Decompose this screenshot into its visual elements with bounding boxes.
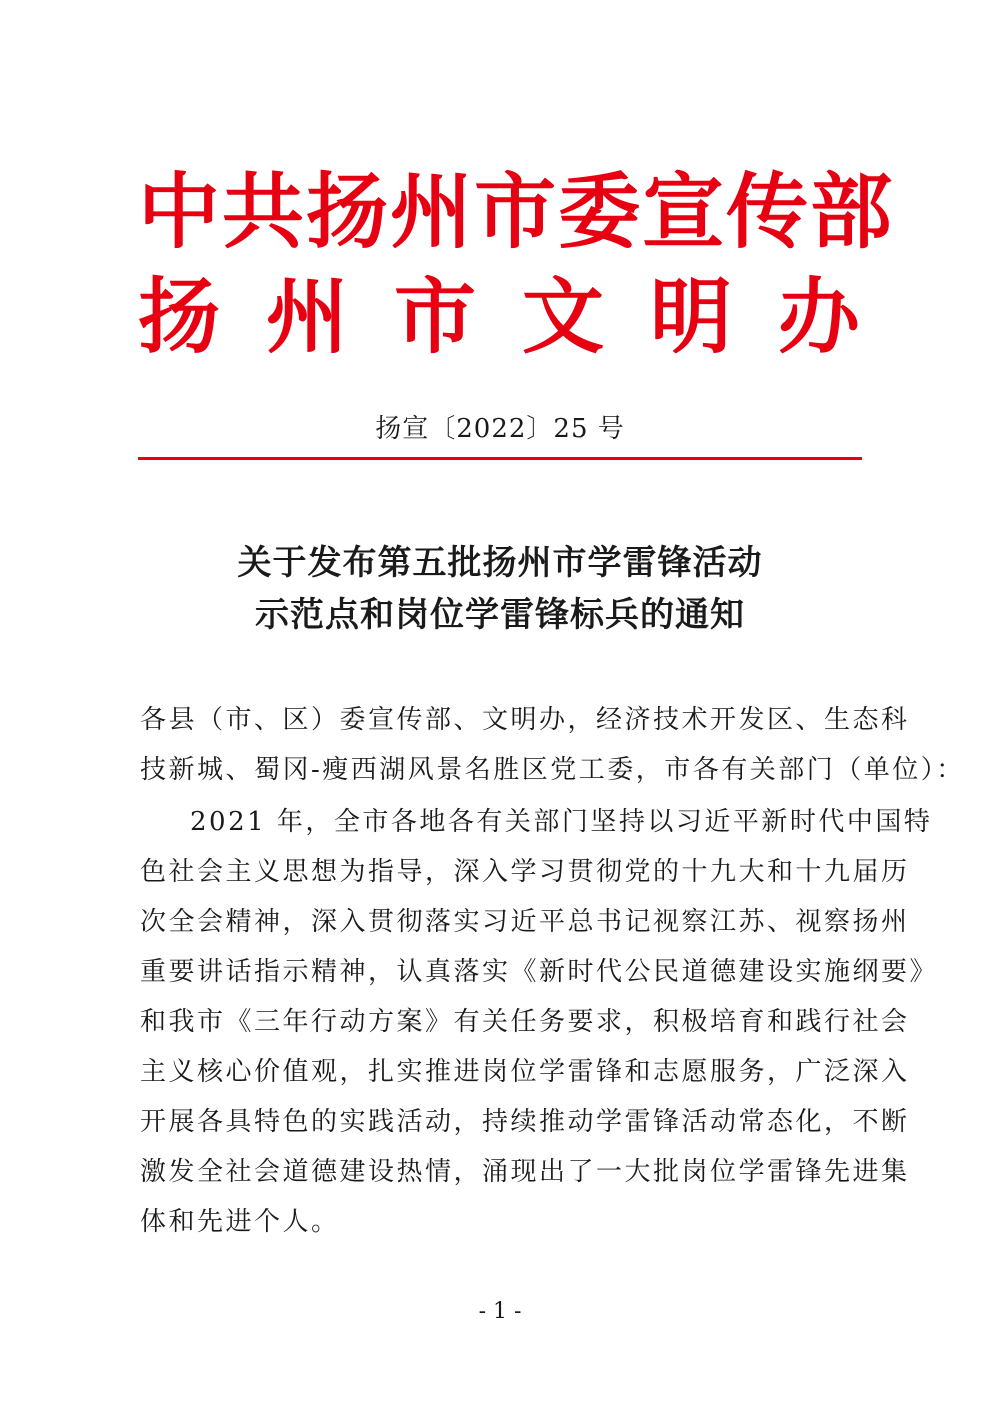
paragraph-line: 色社会主义思想为指导，深入学习贯彻党的十九大和十九届历 (140, 857, 910, 887)
org-char: 扬 (306, 165, 391, 260)
document-title-line-2: 示范点和岗位学雷锋标兵的通知 (255, 595, 745, 635)
paragraph-line: 2021 年，全市各地各有关部门坚持以习近平新时代中国特 (190, 807, 933, 837)
page-number: - 1 - (478, 1299, 522, 1324)
org-char: 市 (393, 270, 478, 365)
paragraph-line: 重要讲话指示精神，认真落实《新时代公民道德建设实施纲要》 (140, 957, 939, 987)
org-char: 文 (521, 270, 606, 365)
document-number: 扬宣〔2022〕25 号 (375, 414, 625, 444)
salutation-line: 技新城、蜀冈-瘦西湖风景名胜区党工委，市各有关部门（单位）： (140, 755, 965, 785)
org-char: 州 (390, 165, 475, 260)
paragraph-line: 体和先进个人。 (140, 1207, 340, 1237)
org-char: 共 (222, 165, 307, 260)
org-char: 扬 (138, 270, 223, 365)
org-char: 委 (558, 165, 643, 260)
paragraph-line: 和我市《三年行动方案》有关任务要求，积极培育和践行社会 (140, 1007, 910, 1037)
issuing-org-line-2 (138, 270, 862, 366)
org-char: 市 (474, 165, 559, 260)
org-char: 宣 (642, 165, 727, 260)
body-paragraph (140, 797, 939, 1247)
paragraph-line: 主义核心价值观，扎实推进岗位学雷锋和志愿服务，广泛深入 (140, 1057, 910, 1087)
issuing-org-line-1 (138, 165, 895, 261)
org-char: 中 (138, 165, 223, 260)
paragraph-line: 激发全社会道德建设热情，涌现出了一大批岗位学雷锋先进集 (140, 1157, 910, 1187)
org-char: 州 (265, 270, 350, 365)
org-char: 传 (726, 165, 811, 260)
paragraph-line: 开展各具特色的实践活动，持续推动学雷锋活动常态化，不断 (140, 1107, 910, 1137)
org-char: 部 (810, 165, 895, 260)
salutation-line: 各县（市、区）委宣传部、文明办，经济技术开发区、生态科 (140, 705, 910, 735)
salutation (140, 695, 965, 795)
org-char: 明 (649, 270, 734, 365)
document-title-line-1: 关于发布第五批扬州市学雷锋活动 (237, 543, 763, 583)
org-char: 办 (777, 270, 862, 365)
paragraph-line: 次全会精神，深入贯彻落实习近平总书记视察江苏、视察扬州 (140, 907, 910, 937)
red-separator-line (138, 457, 862, 460)
